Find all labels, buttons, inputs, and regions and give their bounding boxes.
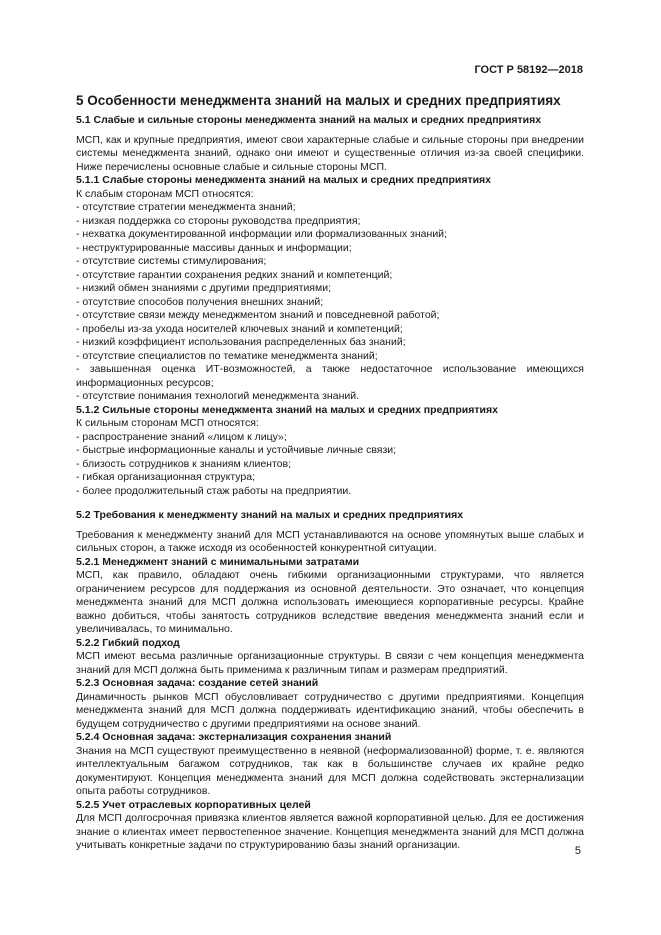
section-5-2-5-title: 5.2.5 Учет отраслевых корпоративных целей [76,798,311,811]
list-item: - завышенная оценка ИТ-возможностей, а также недостаточное использование имеющихся информационных ресурсов; [76,363,584,389]
list-item: - отсутствие стратегии менеджмента знаний; [76,201,296,213]
section-5-1-1-title: 5.1.1 Слабые стороны менеджмента знаний на малых и средних предприятиях [76,174,492,186]
page-number: 5 [574,845,581,857]
list-item: - отсутствие способов получения внешних знаний; [76,295,324,308]
section-5-2-text: Требования к менеджменту знаний для МСП устанавливаются на основе упомянутых выше слабых и сильных сторон, а также исходя из особенностей конкурентной ситуации. [76,528,584,554]
weak-sides-list [76,201,584,404]
list-item: - распространение знаний «лицом к лицу»; [76,430,287,443]
list-item: - неструктурированные массивы данных и информации; [76,241,352,254]
weak-sides-intro: К слабым сторонам МСП относятся: [76,187,254,200]
section-5-title: 5 Особенности менеджмента знаний на малых и средних предприятиях [76,93,561,108]
list-item: - отсутствие специалистов по тематике менеджмента знаний; [76,349,378,362]
section-5-2-4-text: Знания на МСП существуют преимущественно в неявной (неформализованной) форме, т. е. являются интеллектуальным багажом сотрудников, так как в большинстве случаев их крайне редко документируют. Концепция менеджмента знаний для МСП должна содействовать экстернализации опыта работы сотрудников. [76,744,584,797]
section-5-2-title: 5.2 Требования к менеджменту знаний на малых и средних предприятиях [76,509,464,521]
list-item: - низкий обмен знаниями с другими предприятиями; [76,282,331,294]
section-5-2-1-text: МСП, как правило, обладают очень гибкими организационными структурами, что является ограничением ресурсов для поддержания из основной деятельности. Это означает, что концепция менеджмента знаний для МСП должна использовать имеющиеся корпоративные ресурсы. Крайне важно добиться, чтобы занятость сотрудников вследствие введения менеджмента знаний если и увеличивалась, то минимально. [76,569,584,635]
list-item: - отсутствие понимания технологий менеджмента знаний. [76,390,360,402]
section-5-1-title: 5.1 Слабые и сильные стороны менеджмента знаний на малых и средних предприятиях [76,114,542,126]
section-5-2-1-title: 5.2.1 Менеджмент знаний с минимальными затратами [76,555,360,568]
list-item: - отсутствие гарантии сохранения редких знаний и компетенций; [76,268,393,281]
list-item: - отсутствие связи между менеджментом знаний и повседневной работой; [76,309,440,321]
section-5-1-text: МСП, как и крупные предприятия, имеют свои характерные слабые и сильные стороны при внедрении системы менеджмента знаний, однако они имеют и существенные отличия из-за своей специфики. Ниже перечислены основные слабые и сильные стороны МСП. [76,133,584,173]
list-item: - более продолжительный стаж работы на предприятии. [76,484,352,497]
list-item: - быстрые информационные каналы и устойчивые личные связи; [76,444,397,456]
section-5-2-3-title: 5.2.3 Основная задача: создание сетей знаний [76,677,319,689]
list-item: - близость сотрудников к знаниям клиентов; [76,457,291,470]
section-5-2-2-text: МСП имеют весьма различные организационные структуры. В связи с чем концепция менеджмента знаний для МСП должна быть применима к различным типам и размерам предприятий. [76,650,584,676]
page-content [76,93,584,853]
strong-sides-list [76,431,584,499]
list-item: - низкий коэффициент использования распределенных баз знаний; [76,336,406,348]
list-item: - нехватка документированной информации или формализованных знаний; [76,228,447,240]
list-item: - пробелы из-за ухода носителей ключевых знаний и компетенций; [76,322,403,335]
list-item: - гибкая организационная структура; [76,471,255,483]
section-5-2-2-title: 5.2.2 Гибкий подход [76,636,180,649]
section-5-2-3-text: Динамичность рынков МСП обусловливает сотрудничество с другими предприятиями. Концепция менеджмента знаний для МСП должна поддерживать идентификацию знаний, чтобы обеспечить в будущем сотрудничество с другими предприятиями на основе знаний. [76,690,584,730]
section-5-2-5-text: Для МСП долгосрочная привязка клиентов является важной корпоративной целью. Для ее достижения знание о клиентах имеет первостепенное значение. Концепция менеджмента знаний для МСП должна учитывать конкретные задачи по структурированию базы знаний организации. [76,812,584,851]
section-5-1-2-title: 5.1.2 Сильные стороны менеджмента знаний на малых и средних предприятиях [76,403,498,416]
standard-number: ГОСТ Р 58192—2018 [474,64,583,76]
list-item: - низкая поддержка со стороны руководства предприятия; [76,214,361,227]
list-item: - отсутствие системы стимулирования; [76,255,267,267]
strong-sides-intro: К сильным сторонам МСП относятся: [76,417,259,429]
section-5-2-4-title: 5.2.4 Основная задача: экстернализация сохранения знаний [76,731,392,743]
